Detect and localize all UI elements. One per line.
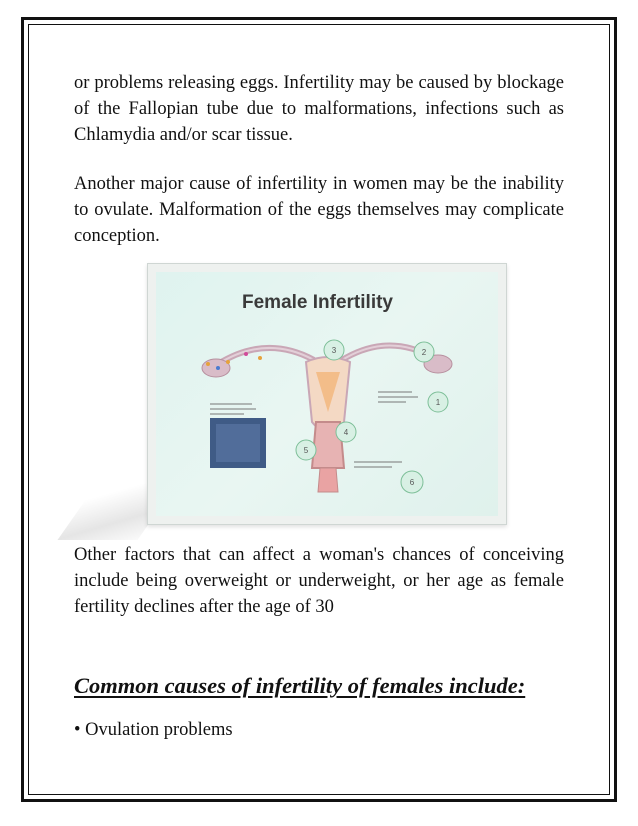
female-infertility-figure: [147, 263, 507, 525]
paragraph-other-factors: Other factors that can affect a woman's chances of conceiving include being overweight or underweight, or her age as female fertility declines after the age of 30: [74, 545, 564, 617]
marker-5-label: 5: [303, 446, 309, 455]
marker-6-label: 6: [409, 478, 415, 487]
paragraph-ovulation: Another major cause of infertility in women may be the inability to ovulate. Malformation of the eggs themselves may complicate conception.: [74, 174, 564, 246]
marker-4-label: 4: [343, 428, 349, 437]
figure-background: [156, 272, 498, 516]
list-item: • Ovulation problems: [74, 720, 233, 740]
marker-2-label: 2: [421, 348, 427, 357]
uterus-diagram: [156, 272, 500, 518]
paragraph-fallopian-blockage: or problems releasing eggs. Infertility may be caused by blockage of the Fallopian tube due to malformations, infections such as Chlamydia and/or scar tissue.: [74, 73, 564, 145]
marker-1-label: 1: [435, 398, 441, 407]
marker-3-label: 3: [331, 346, 337, 355]
section-heading: Common causes of infertility of females include:: [74, 673, 526, 698]
figure-title: Female Infertility: [242, 292, 393, 313]
